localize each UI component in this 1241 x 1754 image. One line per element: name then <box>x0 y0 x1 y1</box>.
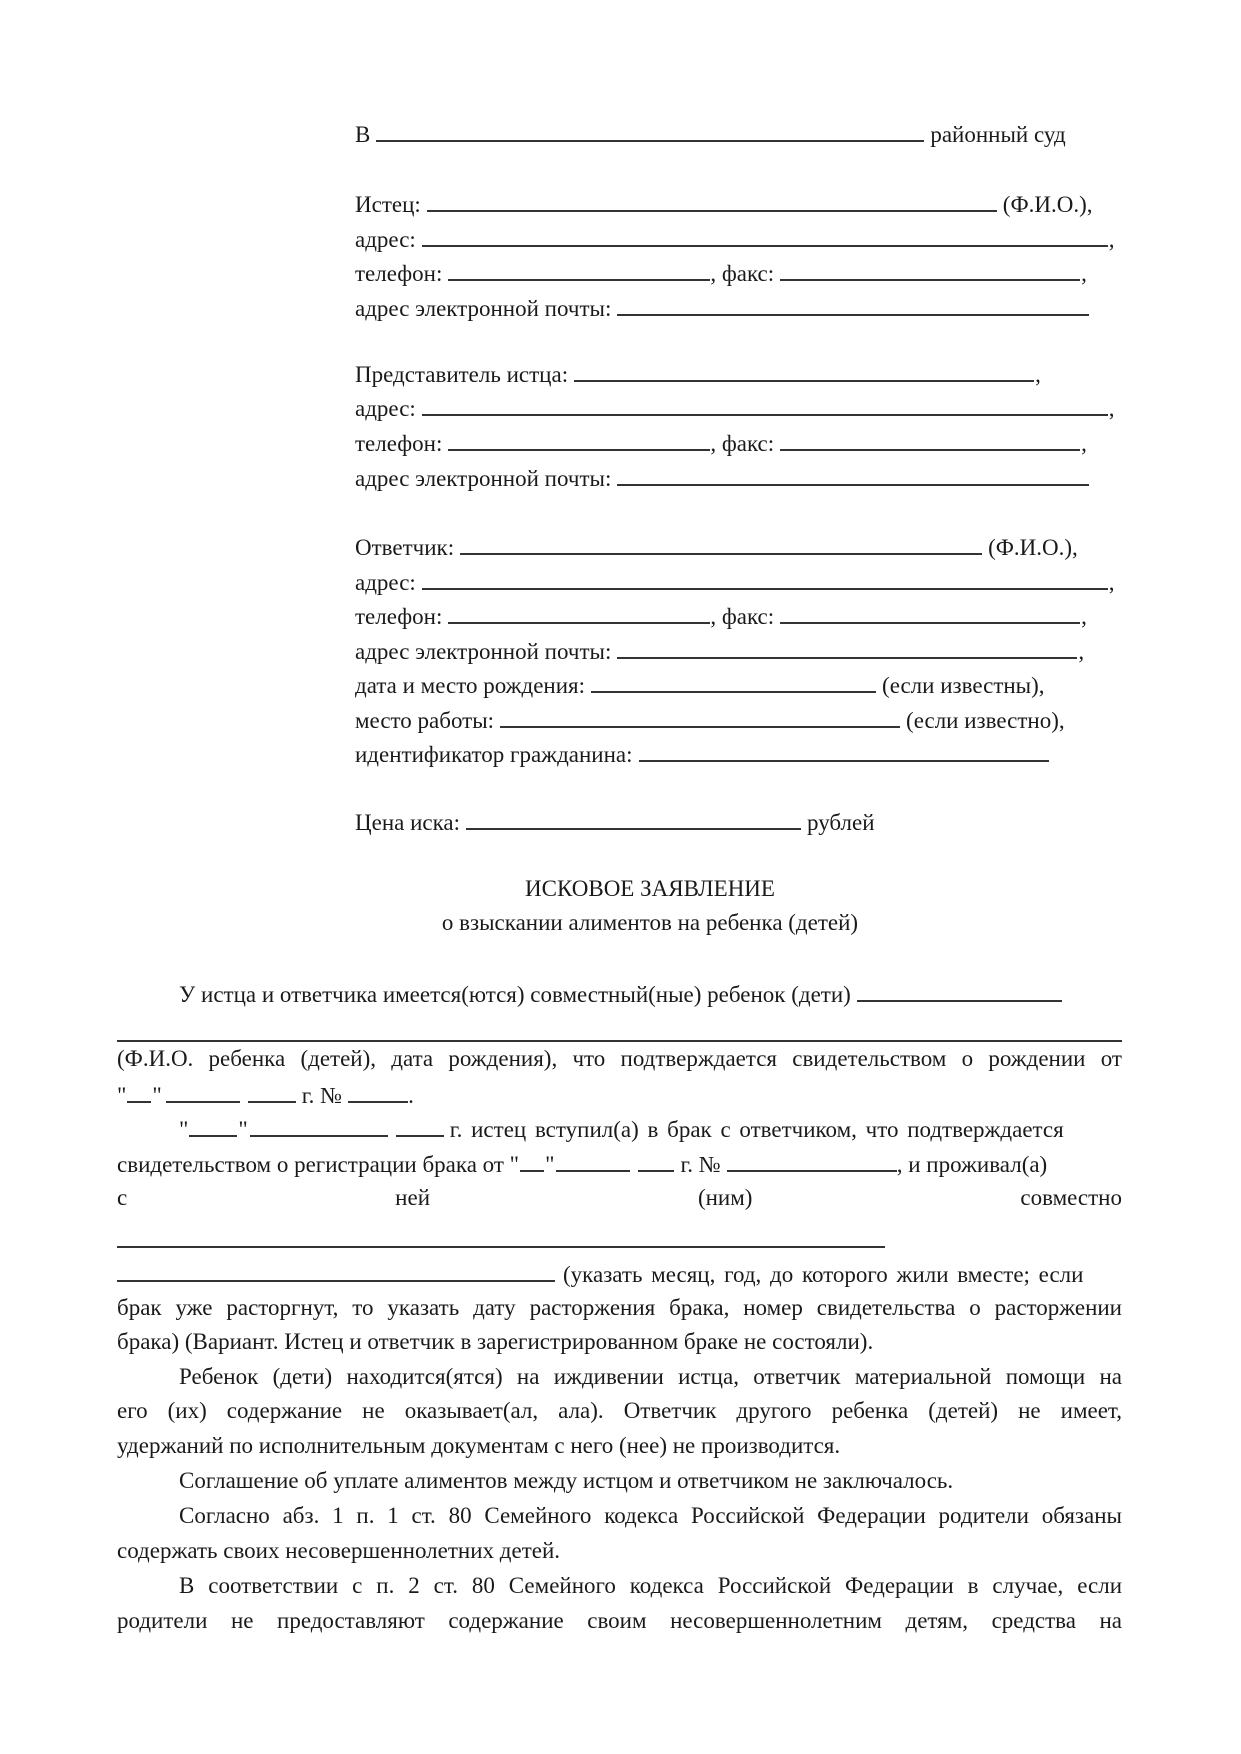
quote: " <box>545 1152 555 1177</box>
birth-cert-number-field[interactable] <box>348 1079 408 1103</box>
document-subtitle: о взыскании алиментов на ребенка (детей) <box>441 910 859 935</box>
body-p6-line1: В соответствии с п. 2 ст. 80 Семейного кодекса Российской Федерации в случае, если <box>179 1573 1122 1598</box>
representative-address-label: адрес: <box>355 396 416 421</box>
body-text: (указать месяц, год, до которого жили вместе; если <box>563 1262 1084 1287</box>
comma: , <box>1081 604 1087 629</box>
plaintiff-phone-line <box>355 257 1087 287</box>
defendant-name-hint: (Ф.И.О.), <box>988 535 1078 560</box>
plaintiff-phone-field[interactable] <box>448 257 710 281</box>
comma: , <box>1035 362 1041 387</box>
court-suffix: районный суд <box>930 122 1066 147</box>
representative-phone-label: телефон: <box>355 431 443 456</box>
representative-name-line <box>355 358 1041 388</box>
comma: , <box>1108 570 1115 595</box>
body-word: совместно <box>1020 1185 1122 1210</box>
body-p2-line2 <box>117 1148 1047 1178</box>
claim-price-line <box>355 806 875 836</box>
defendant-id-label: идентификатор гражданина: <box>355 742 633 767</box>
claim-price-suffix: рублей <box>807 810 875 835</box>
defendant-work-label: место работы: <box>355 708 495 733</box>
comma: , <box>1078 639 1085 664</box>
representative-address-line <box>355 392 1115 422</box>
defendant-birth-line <box>355 669 1045 699</box>
representative-fax-field[interactable] <box>780 427 1080 451</box>
representative-phone-line <box>355 427 1087 457</box>
body-p4-line1: Соглашение об уплате алиментов между истцом и ответчиком не заключалось. <box>179 1468 954 1493</box>
representative-email-label: адрес электронной почты: <box>355 466 612 491</box>
body-text: У истца и ответчика имеется(ются) совместный(ные) ребенок (дети) <box>179 982 851 1007</box>
defendant-fax-label: , факс: <box>710 604 775 629</box>
body-p1-line1 <box>179 978 1062 1008</box>
defendant-id-field[interactable] <box>639 738 1049 762</box>
body-p2-line1 <box>179 1113 1122 1143</box>
comma: , <box>1108 227 1115 252</box>
year-number-label: г. № <box>301 1083 343 1108</box>
defendant-birth-label: дата и место рождения: <box>355 673 586 698</box>
birth-year-field[interactable] <box>248 1079 296 1103</box>
representative-phone-field[interactable] <box>448 427 710 451</box>
comma: , <box>1108 396 1115 421</box>
defendant-address-label: адрес: <box>355 570 416 595</box>
quote: " <box>117 1083 127 1108</box>
plaintiff-email-line <box>355 292 1095 322</box>
body-word: ней <box>395 1185 430 1210</box>
body-text: , и проживал(а) <box>896 1152 1048 1177</box>
marriage-day-field[interactable] <box>189 1113 237 1137</box>
claim-price-field[interactable] <box>466 806 801 830</box>
marriage-year-field[interactable] <box>396 1113 444 1137</box>
quote: " <box>179 1117 189 1142</box>
court-name-field[interactable] <box>376 118 924 142</box>
body-word: (ним) <box>697 1185 753 1210</box>
body-p1-line3 <box>117 1044 1122 1074</box>
representative-email-field[interactable] <box>617 462 1089 486</box>
comma: , <box>1081 261 1087 286</box>
defendant-birth-field[interactable] <box>591 669 876 693</box>
defendant-email-line <box>355 635 1084 665</box>
defendant-work-hint: (если известно), <box>906 708 1065 733</box>
defendant-fax-field[interactable] <box>780 600 1080 624</box>
plaintiff-fax-field[interactable] <box>780 257 1080 281</box>
plaintiff-name-field[interactable] <box>427 188 997 212</box>
body-word: с <box>117 1185 128 1210</box>
body-p3-line1: Ребенок (дети) находится(ятся) на иждивении истца, ответчик материальной помощи на <box>179 1364 1122 1389</box>
defendant-address-field[interactable] <box>422 566 1108 590</box>
plaintiff-address-label: адрес: <box>355 227 416 252</box>
representative-label: Представитель истца: <box>355 362 569 387</box>
plaintiff-email-field[interactable] <box>617 292 1089 316</box>
marriage-cert-day-field[interactable] <box>520 1148 544 1172</box>
cohabitation-period-field[interactable] <box>117 1246 885 1248</box>
body-p2-line3 <box>117 1183 1122 1213</box>
plaintiff-address-field[interactable] <box>422 223 1108 247</box>
defendant-birth-hint: (если известны), <box>882 673 1045 698</box>
document-title: ИСКОВОЕ ЗАЯВЛЕНИЕ <box>525 876 775 901</box>
marriage-cert-month-field[interactable] <box>556 1148 630 1172</box>
body-p2-line6: брак уже расторгнут, то указать дату расторжения брака, номер свидетельства о расторжении <box>117 1295 1122 1320</box>
representative-email-line <box>355 462 1095 492</box>
children-field-continued[interactable] <box>117 1040 1122 1042</box>
marriage-cert-number-field[interactable] <box>727 1148 897 1172</box>
birth-month-field[interactable] <box>166 1079 240 1103</box>
plaintiff-fax-label: , факс: <box>710 261 775 286</box>
body-p5-line2: содержать своих несовершеннолетних детей. <box>117 1538 561 1563</box>
plaintiff-email-label: адрес электронной почты: <box>355 296 612 321</box>
defendant-label: Ответчик: <box>355 535 455 560</box>
body-p5-line1: Согласно абз. 1 п. 1 ст. 80 Семейного кодекса Российской Федерации родители обязаны <box>179 1503 1122 1528</box>
body-text: (Ф.И.О. ребенка (детей), дата рождения), что подтверждается свидетельством о рождении от <box>117 1046 1122 1071</box>
marriage-month-field[interactable] <box>250 1113 388 1137</box>
representative-name-field[interactable] <box>574 358 1034 382</box>
period: . <box>408 1083 414 1108</box>
birth-day-field[interactable] <box>127 1079 151 1103</box>
quote: " <box>152 1083 162 1108</box>
body-p2-line5 <box>117 1258 1122 1288</box>
body-p3-line2: его (их) содержание не оказывает(ал, ала). Ответчик другого ребенка (детей) не имеет, <box>117 1398 1122 1423</box>
body-p3-line3: удержаний по исполнительным документам с него (нее) не производится. <box>117 1433 841 1458</box>
body-text: г. истец вступил(а) в брак с ответчиком, что подтверждается <box>449 1117 1064 1142</box>
defendant-phone-field[interactable] <box>448 600 710 624</box>
year-number-label: г. № <box>680 1152 721 1177</box>
body-p2-line7: брака) (Вариант. Истец и ответчик в зарегистрированном браке не состояли). <box>117 1329 874 1354</box>
representative-address-field[interactable] <box>422 392 1108 416</box>
defendant-id-line <box>355 738 1055 768</box>
body-p1-line4 <box>117 1079 414 1109</box>
children-field[interactable] <box>857 978 1062 1002</box>
body-text: свидетельством о регистрации брака от " <box>117 1152 520 1177</box>
defendant-work-field[interactable] <box>500 704 900 728</box>
cohabitation-period-field-continued[interactable] <box>117 1258 555 1282</box>
representative-fax-label: , факс: <box>710 431 775 456</box>
plaintiff-label: Истец: <box>355 192 421 217</box>
defendant-email-label: адрес электронной почты: <box>355 639 612 664</box>
court-line <box>355 118 1066 148</box>
plaintiff-name-hint: (Ф.И.О.), <box>1002 192 1093 217</box>
defendant-name-field[interactable] <box>460 531 982 555</box>
comma: , <box>1081 431 1087 456</box>
plaintiff-phone-label: телефон: <box>355 261 443 286</box>
quote: " <box>238 1117 248 1142</box>
marriage-cert-year-field[interactable] <box>638 1148 674 1172</box>
defendant-address-line <box>355 566 1115 596</box>
plaintiff-address-line <box>355 223 1115 253</box>
defendant-phone-line <box>355 600 1087 630</box>
claim-price-label: Цена иска: <box>355 810 461 835</box>
plaintiff-name-line <box>355 188 1093 218</box>
body-p6-line2: родители не предоставляют содержание своим несовершеннолетним детям, средства на <box>117 1608 1122 1633</box>
defendant-name-line <box>355 531 1078 561</box>
court-prefix: В <box>355 122 371 147</box>
defendant-work-line <box>355 704 1065 734</box>
defendant-phone-label: телефон: <box>355 604 443 629</box>
defendant-email-field[interactable] <box>617 635 1077 659</box>
